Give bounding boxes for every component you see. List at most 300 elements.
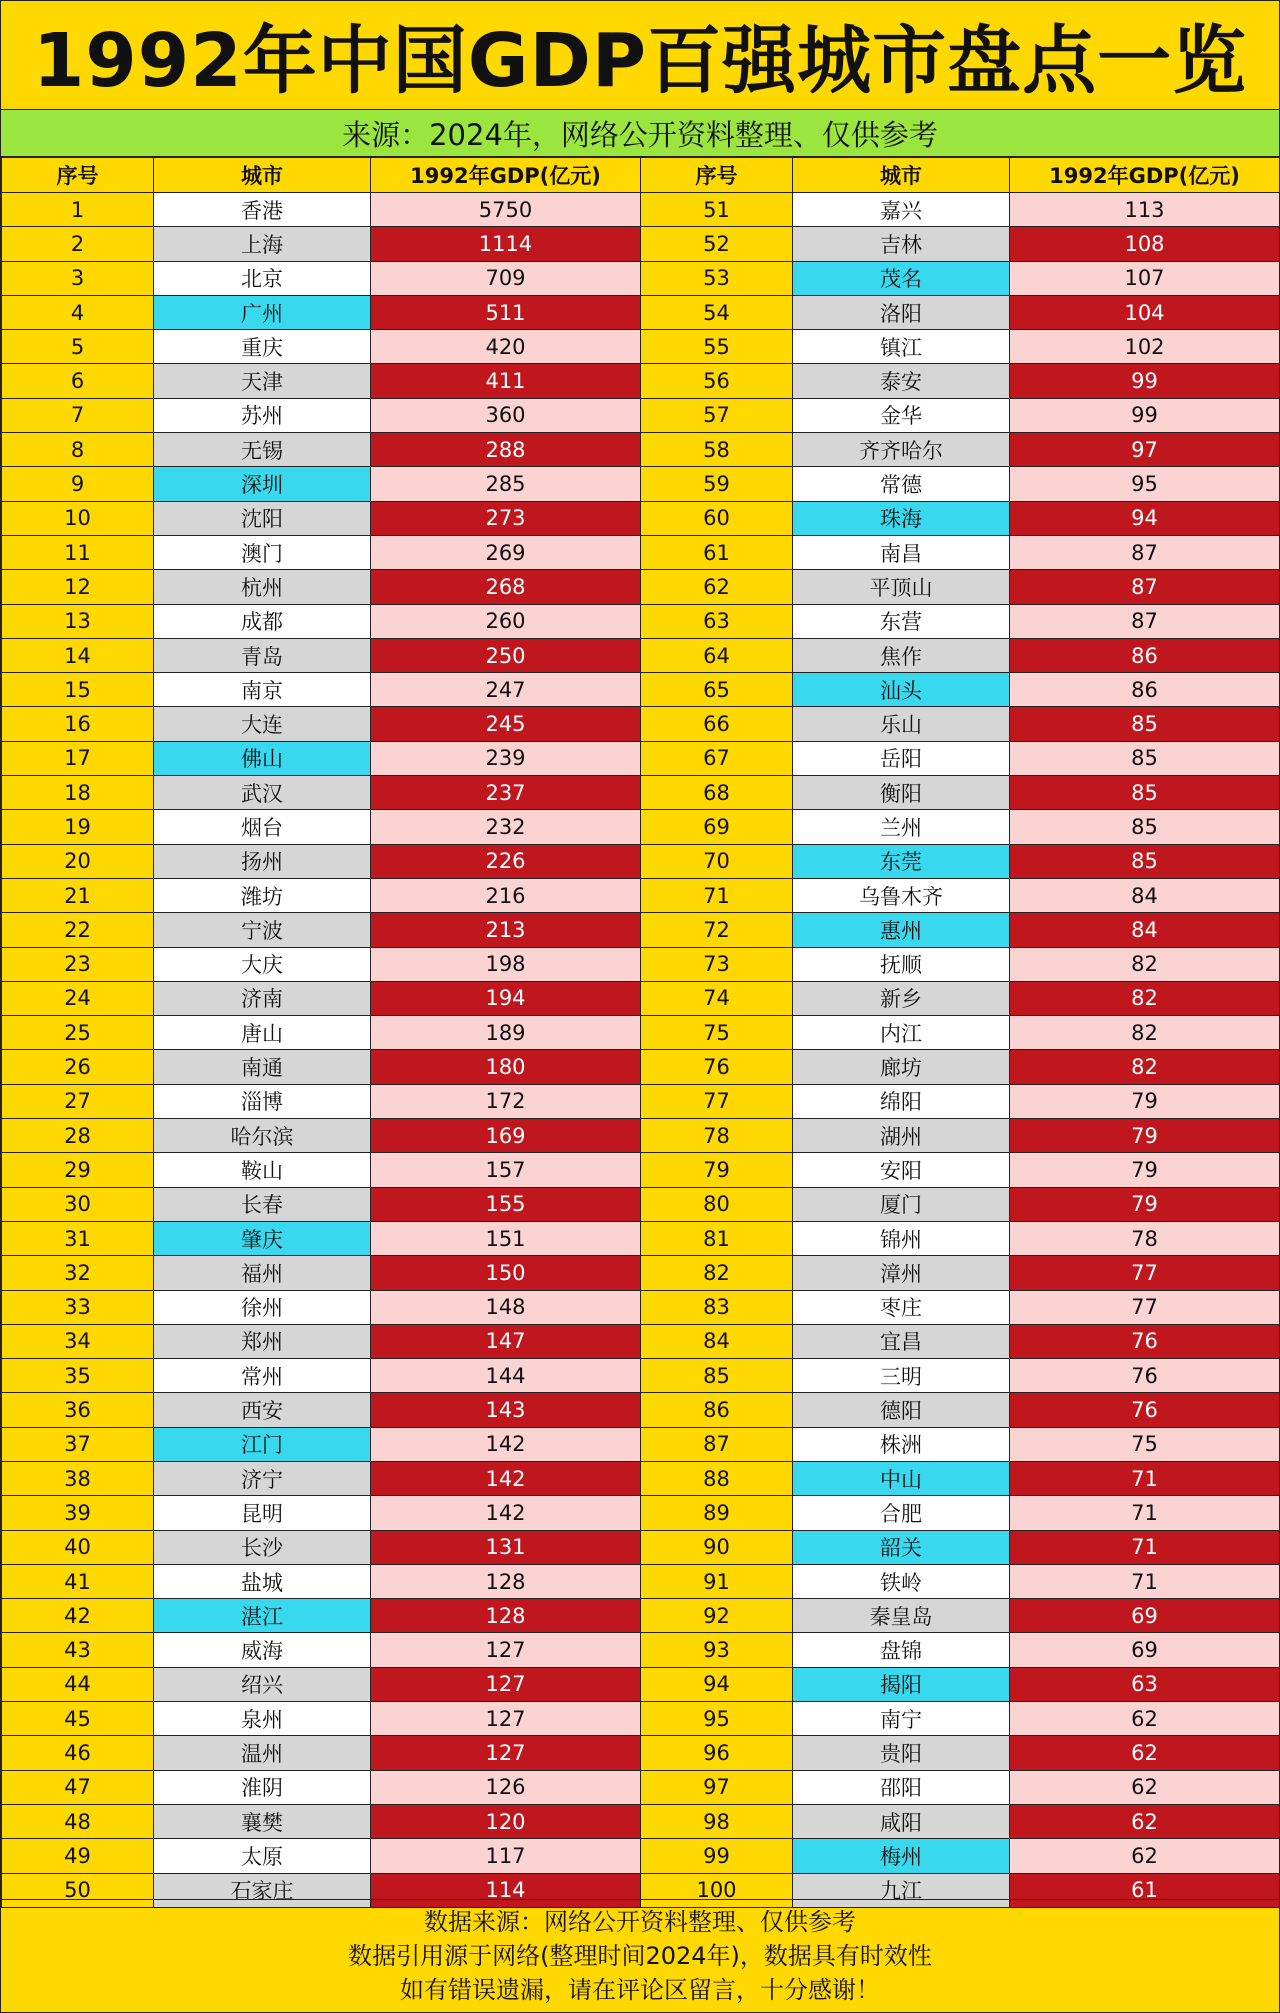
- city-cell: 威海: [154, 1633, 371, 1667]
- city-cell: 大连: [154, 707, 371, 741]
- gdp-cell: 76: [1010, 1393, 1280, 1427]
- rank-cell: 48: [2, 1804, 154, 1838]
- gdp-cell: 85: [1010, 810, 1280, 844]
- city-cell: 烟台: [154, 810, 371, 844]
- page-title: 1992年中国GDP百强城市盘点一览: [1, 1, 1279, 110]
- gdp-cell: 102: [1010, 330, 1280, 364]
- gdp-cell: 5750: [371, 193, 641, 227]
- table-row: [2, 810, 1280, 844]
- table-row: [2, 1702, 1280, 1736]
- gdp-cell: 128: [371, 1564, 641, 1598]
- city-cell: 安阳: [793, 1153, 1010, 1187]
- table-row: [2, 604, 1280, 638]
- gdp-cell: 131: [371, 1530, 641, 1564]
- rank-cell: 81: [641, 1221, 793, 1255]
- rank-cell: 58: [641, 433, 793, 467]
- city-cell: 无锡: [154, 433, 371, 467]
- gdp-cell: 78: [1010, 1221, 1280, 1255]
- city-cell: 枣庄: [793, 1290, 1010, 1324]
- city-cell: 兰州: [793, 810, 1010, 844]
- city-cell: 合肥: [793, 1496, 1010, 1530]
- rank-cell: 94: [641, 1667, 793, 1701]
- rank-cell: 76: [641, 1050, 793, 1084]
- gdp-cell: 76: [1010, 1324, 1280, 1358]
- city-cell: 青岛: [154, 638, 371, 672]
- rank-cell: 6: [2, 364, 154, 398]
- rank-cell: 67: [641, 741, 793, 775]
- gdp-cell: 142: [371, 1496, 641, 1530]
- gdp-cell: 85: [1010, 844, 1280, 878]
- city-cell: 天津: [154, 364, 371, 398]
- gdp-cell: 142: [371, 1461, 641, 1495]
- gdp-cell: 63: [1010, 1667, 1280, 1701]
- rank-cell: 11: [2, 535, 154, 569]
- gdp-cell: 79: [1010, 1084, 1280, 1118]
- city-cell: 澳门: [154, 535, 371, 569]
- table-row: [2, 1119, 1280, 1153]
- city-cell: 抚顺: [793, 947, 1010, 981]
- rank-cell: 74: [641, 981, 793, 1015]
- rank-cell: 14: [2, 638, 154, 672]
- table-row: [2, 673, 1280, 707]
- city-cell: 揭阳: [793, 1667, 1010, 1701]
- rank-cell: 3: [2, 261, 154, 295]
- gdp-cell: 87: [1010, 604, 1280, 638]
- gdp-cell: 71: [1010, 1461, 1280, 1495]
- gdp-cell: 94: [1010, 501, 1280, 535]
- gdp-cell: 61: [1010, 1873, 1280, 1907]
- city-cell: 乐山: [793, 707, 1010, 741]
- table-row: [2, 1256, 1280, 1290]
- table-body: [2, 193, 1280, 1908]
- rank-cell: 54: [641, 295, 793, 329]
- city-cell: 江门: [154, 1427, 371, 1461]
- city-cell: 南昌: [793, 535, 1010, 569]
- city-cell: 齐齐哈尔: [793, 433, 1010, 467]
- gdp-cell: 239: [371, 741, 641, 775]
- rank-cell: 24: [2, 981, 154, 1015]
- rank-cell: 18: [2, 776, 154, 810]
- rank-cell: 31: [2, 1221, 154, 1255]
- table-row: [2, 1050, 1280, 1084]
- rank-cell: 13: [2, 604, 154, 638]
- city-cell: 昆明: [154, 1496, 371, 1530]
- city-cell: 平顶山: [793, 570, 1010, 604]
- gdp-cell: 108: [1010, 227, 1280, 261]
- city-cell: 贵阳: [793, 1736, 1010, 1770]
- table-row: [2, 1359, 1280, 1393]
- rank-cell: 37: [2, 1427, 154, 1461]
- city-cell: 武汉: [154, 776, 371, 810]
- rank-cell: 87: [641, 1427, 793, 1461]
- city-cell: 常德: [793, 467, 1010, 501]
- rank-cell: 4: [2, 295, 154, 329]
- table-row: [2, 707, 1280, 741]
- table-row: [2, 776, 1280, 810]
- gdp-cell: 127: [371, 1667, 641, 1701]
- gdp-cell: 268: [371, 570, 641, 604]
- table-row: [2, 535, 1280, 569]
- rank-cell: 15: [2, 673, 154, 707]
- rank-cell: 2: [2, 227, 154, 261]
- header-gdp: 1992年GDP(亿元): [1010, 158, 1280, 193]
- city-cell: 梅州: [793, 1839, 1010, 1873]
- gdp-cell: 104: [1010, 295, 1280, 329]
- city-cell: 盐城: [154, 1564, 371, 1598]
- city-cell: 广州: [154, 295, 371, 329]
- rank-cell: 61: [641, 535, 793, 569]
- city-cell: 秦皇岛: [793, 1599, 1010, 1633]
- rank-cell: 75: [641, 1016, 793, 1050]
- table-header-row: [2, 158, 1280, 193]
- city-cell: 常州: [154, 1359, 371, 1393]
- table-row: [2, 570, 1280, 604]
- table-row: [2, 1461, 1280, 1495]
- gdp-cell: 709: [371, 261, 641, 295]
- city-cell: 长春: [154, 1187, 371, 1221]
- table-row: [2, 1770, 1280, 1804]
- table-row: [2, 1427, 1280, 1461]
- gdp-cell: 85: [1010, 707, 1280, 741]
- city-cell: 绵阳: [793, 1084, 1010, 1118]
- city-cell: 韶关: [793, 1530, 1010, 1564]
- table-row: [2, 227, 1280, 261]
- city-cell: 岳阳: [793, 741, 1010, 775]
- gdp-cell: 99: [1010, 364, 1280, 398]
- gdp-cell: 172: [371, 1084, 641, 1118]
- rank-cell: 21: [2, 878, 154, 912]
- gdp-cell: 87: [1010, 535, 1280, 569]
- gdp-cell: 79: [1010, 1119, 1280, 1153]
- table-row: [2, 878, 1280, 912]
- footer-line: 数据引用源于网络(整理时间2024年)，数据具有时效性: [348, 1942, 932, 1970]
- table-row: [2, 1153, 1280, 1187]
- rank-cell: 16: [2, 707, 154, 741]
- rank-cell: 70: [641, 844, 793, 878]
- rank-cell: 80: [641, 1187, 793, 1221]
- gdp-cell: 86: [1010, 673, 1280, 707]
- city-cell: 重庆: [154, 330, 371, 364]
- table-row: [2, 364, 1280, 398]
- table-row: [2, 193, 1280, 227]
- rank-cell: 43: [2, 1633, 154, 1667]
- city-cell: 锦州: [793, 1221, 1010, 1255]
- city-cell: 佛山: [154, 741, 371, 775]
- gdp-cell: 71: [1010, 1530, 1280, 1564]
- city-cell: 温州: [154, 1736, 371, 1770]
- city-cell: 太原: [154, 1839, 371, 1873]
- city-cell: 徐州: [154, 1290, 371, 1324]
- table-row: [2, 330, 1280, 364]
- gdp-cell: 232: [371, 810, 641, 844]
- city-cell: 北京: [154, 261, 371, 295]
- city-cell: 泰安: [793, 364, 1010, 398]
- table-row: [2, 1599, 1280, 1633]
- table-row: [2, 295, 1280, 329]
- rank-cell: 59: [641, 467, 793, 501]
- rank-cell: 8: [2, 433, 154, 467]
- header-city: 城市: [154, 158, 371, 193]
- city-cell: 济南: [154, 981, 371, 1015]
- rank-cell: 20: [2, 844, 154, 878]
- gdp-cell: 260: [371, 604, 641, 638]
- footer: [1, 1899, 1279, 2012]
- city-cell: 南京: [154, 673, 371, 707]
- rank-cell: 91: [641, 1564, 793, 1598]
- gdp-cell: 75: [1010, 1427, 1280, 1461]
- table-row: [2, 1393, 1280, 1427]
- gdp-cell: 127: [371, 1702, 641, 1736]
- gdp-cell: 77: [1010, 1290, 1280, 1324]
- city-cell: 乌鲁木齐: [793, 878, 1010, 912]
- city-cell: 株洲: [793, 1427, 1010, 1461]
- city-cell: 洛阳: [793, 295, 1010, 329]
- rank-cell: 33: [2, 1290, 154, 1324]
- gdp-cell: 411: [371, 364, 641, 398]
- city-cell: 淮阴: [154, 1770, 371, 1804]
- city-cell: 泉州: [154, 1702, 371, 1736]
- table-row: [2, 913, 1280, 947]
- rank-cell: 68: [641, 776, 793, 810]
- gdp-cell: 62: [1010, 1770, 1280, 1804]
- gdp-cell: 144: [371, 1359, 641, 1393]
- city-cell: 宜昌: [793, 1324, 1010, 1358]
- city-cell: 盘锦: [793, 1633, 1010, 1667]
- gdp-cell: 285: [371, 467, 641, 501]
- city-cell: 沈阳: [154, 501, 371, 535]
- rank-cell: 96: [641, 1736, 793, 1770]
- gdp-cell: 288: [371, 433, 641, 467]
- table-row: [2, 1084, 1280, 1118]
- gdp-cell: 84: [1010, 913, 1280, 947]
- rank-cell: 12: [2, 570, 154, 604]
- city-cell: 淄博: [154, 1084, 371, 1118]
- city-cell: 杭州: [154, 570, 371, 604]
- rank-cell: 30: [2, 1187, 154, 1221]
- gdp-cell: 147: [371, 1324, 641, 1358]
- rank-cell: 36: [2, 1393, 154, 1427]
- footer-line: 如有错误遗漏，请在评论区留言，十分感谢！: [400, 1976, 880, 2004]
- rank-cell: 85: [641, 1359, 793, 1393]
- rank-cell: 90: [641, 1530, 793, 1564]
- table-row: [2, 741, 1280, 775]
- city-cell: 吉林: [793, 227, 1010, 261]
- city-cell: 铁岭: [793, 1564, 1010, 1598]
- rank-cell: 77: [641, 1084, 793, 1118]
- city-cell: 扬州: [154, 844, 371, 878]
- table-row: [2, 1633, 1280, 1667]
- city-cell: 嘉兴: [793, 193, 1010, 227]
- table-row: [2, 1221, 1280, 1255]
- city-cell: 襄樊: [154, 1804, 371, 1838]
- rank-cell: 73: [641, 947, 793, 981]
- gdp-cell: 269: [371, 535, 641, 569]
- city-cell: 肇庆: [154, 1221, 371, 1255]
- gdp-cell: 82: [1010, 947, 1280, 981]
- rank-cell: 93: [641, 1633, 793, 1667]
- table-row: [2, 1496, 1280, 1530]
- gdp-cell: 198: [371, 947, 641, 981]
- rank-cell: 63: [641, 604, 793, 638]
- rank-cell: 57: [641, 398, 793, 432]
- city-cell: 郑州: [154, 1324, 371, 1358]
- rank-cell: 25: [2, 1016, 154, 1050]
- rank-cell: 52: [641, 227, 793, 261]
- rank-cell: 72: [641, 913, 793, 947]
- table-row: [2, 1324, 1280, 1358]
- city-cell: 咸阳: [793, 1804, 1010, 1838]
- table-row: [2, 1564, 1280, 1598]
- city-cell: 镇江: [793, 330, 1010, 364]
- table-row: [2, 433, 1280, 467]
- city-cell: 衡阳: [793, 776, 1010, 810]
- gdp-cell: 62: [1010, 1804, 1280, 1838]
- rank-cell: 38: [2, 1461, 154, 1495]
- city-cell: 深圳: [154, 467, 371, 501]
- table-row: [2, 1736, 1280, 1770]
- rank-cell: 55: [641, 330, 793, 364]
- rank-cell: 53: [641, 261, 793, 295]
- city-cell: 东莞: [793, 844, 1010, 878]
- gdp-cell: 157: [371, 1153, 641, 1187]
- city-cell: 新乡: [793, 981, 1010, 1015]
- table-row: [2, 1016, 1280, 1050]
- city-cell: 九江: [793, 1873, 1010, 1907]
- city-cell: 惠州: [793, 913, 1010, 947]
- rank-cell: 32: [2, 1256, 154, 1290]
- table-row: [2, 1804, 1280, 1838]
- rank-cell: 9: [2, 467, 154, 501]
- rank-cell: 56: [641, 364, 793, 398]
- gdp-cell: 71: [1010, 1496, 1280, 1530]
- rank-cell: 69: [641, 810, 793, 844]
- city-cell: 汕头: [793, 673, 1010, 707]
- city-cell: 哈尔滨: [154, 1119, 371, 1153]
- gdp-cell: 62: [1010, 1839, 1280, 1873]
- gdp-cell: 169: [371, 1119, 641, 1153]
- city-cell: 长沙: [154, 1530, 371, 1564]
- table-row: [2, 947, 1280, 981]
- gdp-cell: 62: [1010, 1736, 1280, 1770]
- gdp-cell: 127: [371, 1736, 641, 1770]
- gdp-cell: 273: [371, 501, 641, 535]
- city-cell: 三明: [793, 1359, 1010, 1393]
- rank-cell: 45: [2, 1702, 154, 1736]
- rank-cell: 100: [641, 1873, 793, 1907]
- rank-cell: 41: [2, 1564, 154, 1598]
- rank-cell: 97: [641, 1770, 793, 1804]
- table-row: [2, 981, 1280, 1015]
- table-row: [2, 1187, 1280, 1221]
- city-cell: 宁波: [154, 913, 371, 947]
- city-cell: 唐山: [154, 1016, 371, 1050]
- rank-cell: 95: [641, 1702, 793, 1736]
- gdp-cell: 85: [1010, 776, 1280, 810]
- city-cell: 苏州: [154, 398, 371, 432]
- gdp-cell: 245: [371, 707, 641, 741]
- city-cell: 湛江: [154, 1599, 371, 1633]
- table-row: [2, 501, 1280, 535]
- gdp-cell: 82: [1010, 1050, 1280, 1084]
- city-cell: 金华: [793, 398, 1010, 432]
- rank-cell: 44: [2, 1667, 154, 1701]
- gdp-cell: 84: [1010, 878, 1280, 912]
- gdp-cell: 237: [371, 776, 641, 810]
- rank-cell: 79: [641, 1153, 793, 1187]
- city-cell: 廊坊: [793, 1050, 1010, 1084]
- city-cell: 漳州: [793, 1256, 1010, 1290]
- rank-cell: 47: [2, 1770, 154, 1804]
- gdp-cell: 114: [371, 1873, 641, 1907]
- gdp-cell: 247: [371, 673, 641, 707]
- gdp-cell: 250: [371, 638, 641, 672]
- rank-cell: 5: [2, 330, 154, 364]
- gdp-cell: 148: [371, 1290, 641, 1324]
- gdp-cell: 120: [371, 1804, 641, 1838]
- rank-cell: 99: [641, 1839, 793, 1873]
- city-cell: 潍坊: [154, 878, 371, 912]
- header-rank: 序号: [2, 158, 154, 193]
- gdp-cell: 62: [1010, 1702, 1280, 1736]
- city-cell: 绍兴: [154, 1667, 371, 1701]
- city-cell: 焦作: [793, 638, 1010, 672]
- rank-cell: 92: [641, 1599, 793, 1633]
- gdp-cell: 69: [1010, 1633, 1280, 1667]
- rank-cell: 23: [2, 947, 154, 981]
- gdp-cell: 86: [1010, 638, 1280, 672]
- rank-cell: 98: [641, 1804, 793, 1838]
- gdp-cell: 180: [371, 1050, 641, 1084]
- header-gdp: 1992年GDP(亿元): [371, 158, 641, 193]
- gdp-cell: 155: [371, 1187, 641, 1221]
- gdp-cell: 95: [1010, 467, 1280, 501]
- rank-cell: 19: [2, 810, 154, 844]
- table-row: [2, 844, 1280, 878]
- gdp-cell: 151: [371, 1221, 641, 1255]
- gdp-cell: 77: [1010, 1256, 1280, 1290]
- gdp-cell: 82: [1010, 1016, 1280, 1050]
- rank-cell: 17: [2, 741, 154, 775]
- city-cell: 厦门: [793, 1187, 1010, 1221]
- rank-cell: 22: [2, 913, 154, 947]
- table-row: [2, 467, 1280, 501]
- city-cell: 石家庄: [154, 1873, 371, 1907]
- city-cell: 湖州: [793, 1119, 1010, 1153]
- city-cell: 福州: [154, 1256, 371, 1290]
- rank-cell: 46: [2, 1736, 154, 1770]
- table-row: [2, 1667, 1280, 1701]
- gdp-cell: 150: [371, 1256, 641, 1290]
- gdp-cell: 127: [371, 1633, 641, 1667]
- gdp-cell: 128: [371, 1599, 641, 1633]
- city-cell: 内江: [793, 1016, 1010, 1050]
- gdp-cell: 189: [371, 1016, 641, 1050]
- gdp-cell: 82: [1010, 981, 1280, 1015]
- rank-cell: 42: [2, 1599, 154, 1633]
- gdp-cell: 143: [371, 1393, 641, 1427]
- rank-cell: 71: [641, 878, 793, 912]
- gdp-cell: 420: [371, 330, 641, 364]
- rank-cell: 78: [641, 1119, 793, 1153]
- rank-cell: 65: [641, 673, 793, 707]
- rank-cell: 83: [641, 1290, 793, 1324]
- city-cell: 邵阳: [793, 1770, 1010, 1804]
- rank-cell: 60: [641, 501, 793, 535]
- rank-cell: 40: [2, 1530, 154, 1564]
- city-cell: 成都: [154, 604, 371, 638]
- gdp-cell: 76: [1010, 1359, 1280, 1393]
- gdp-cell: 142: [371, 1427, 641, 1461]
